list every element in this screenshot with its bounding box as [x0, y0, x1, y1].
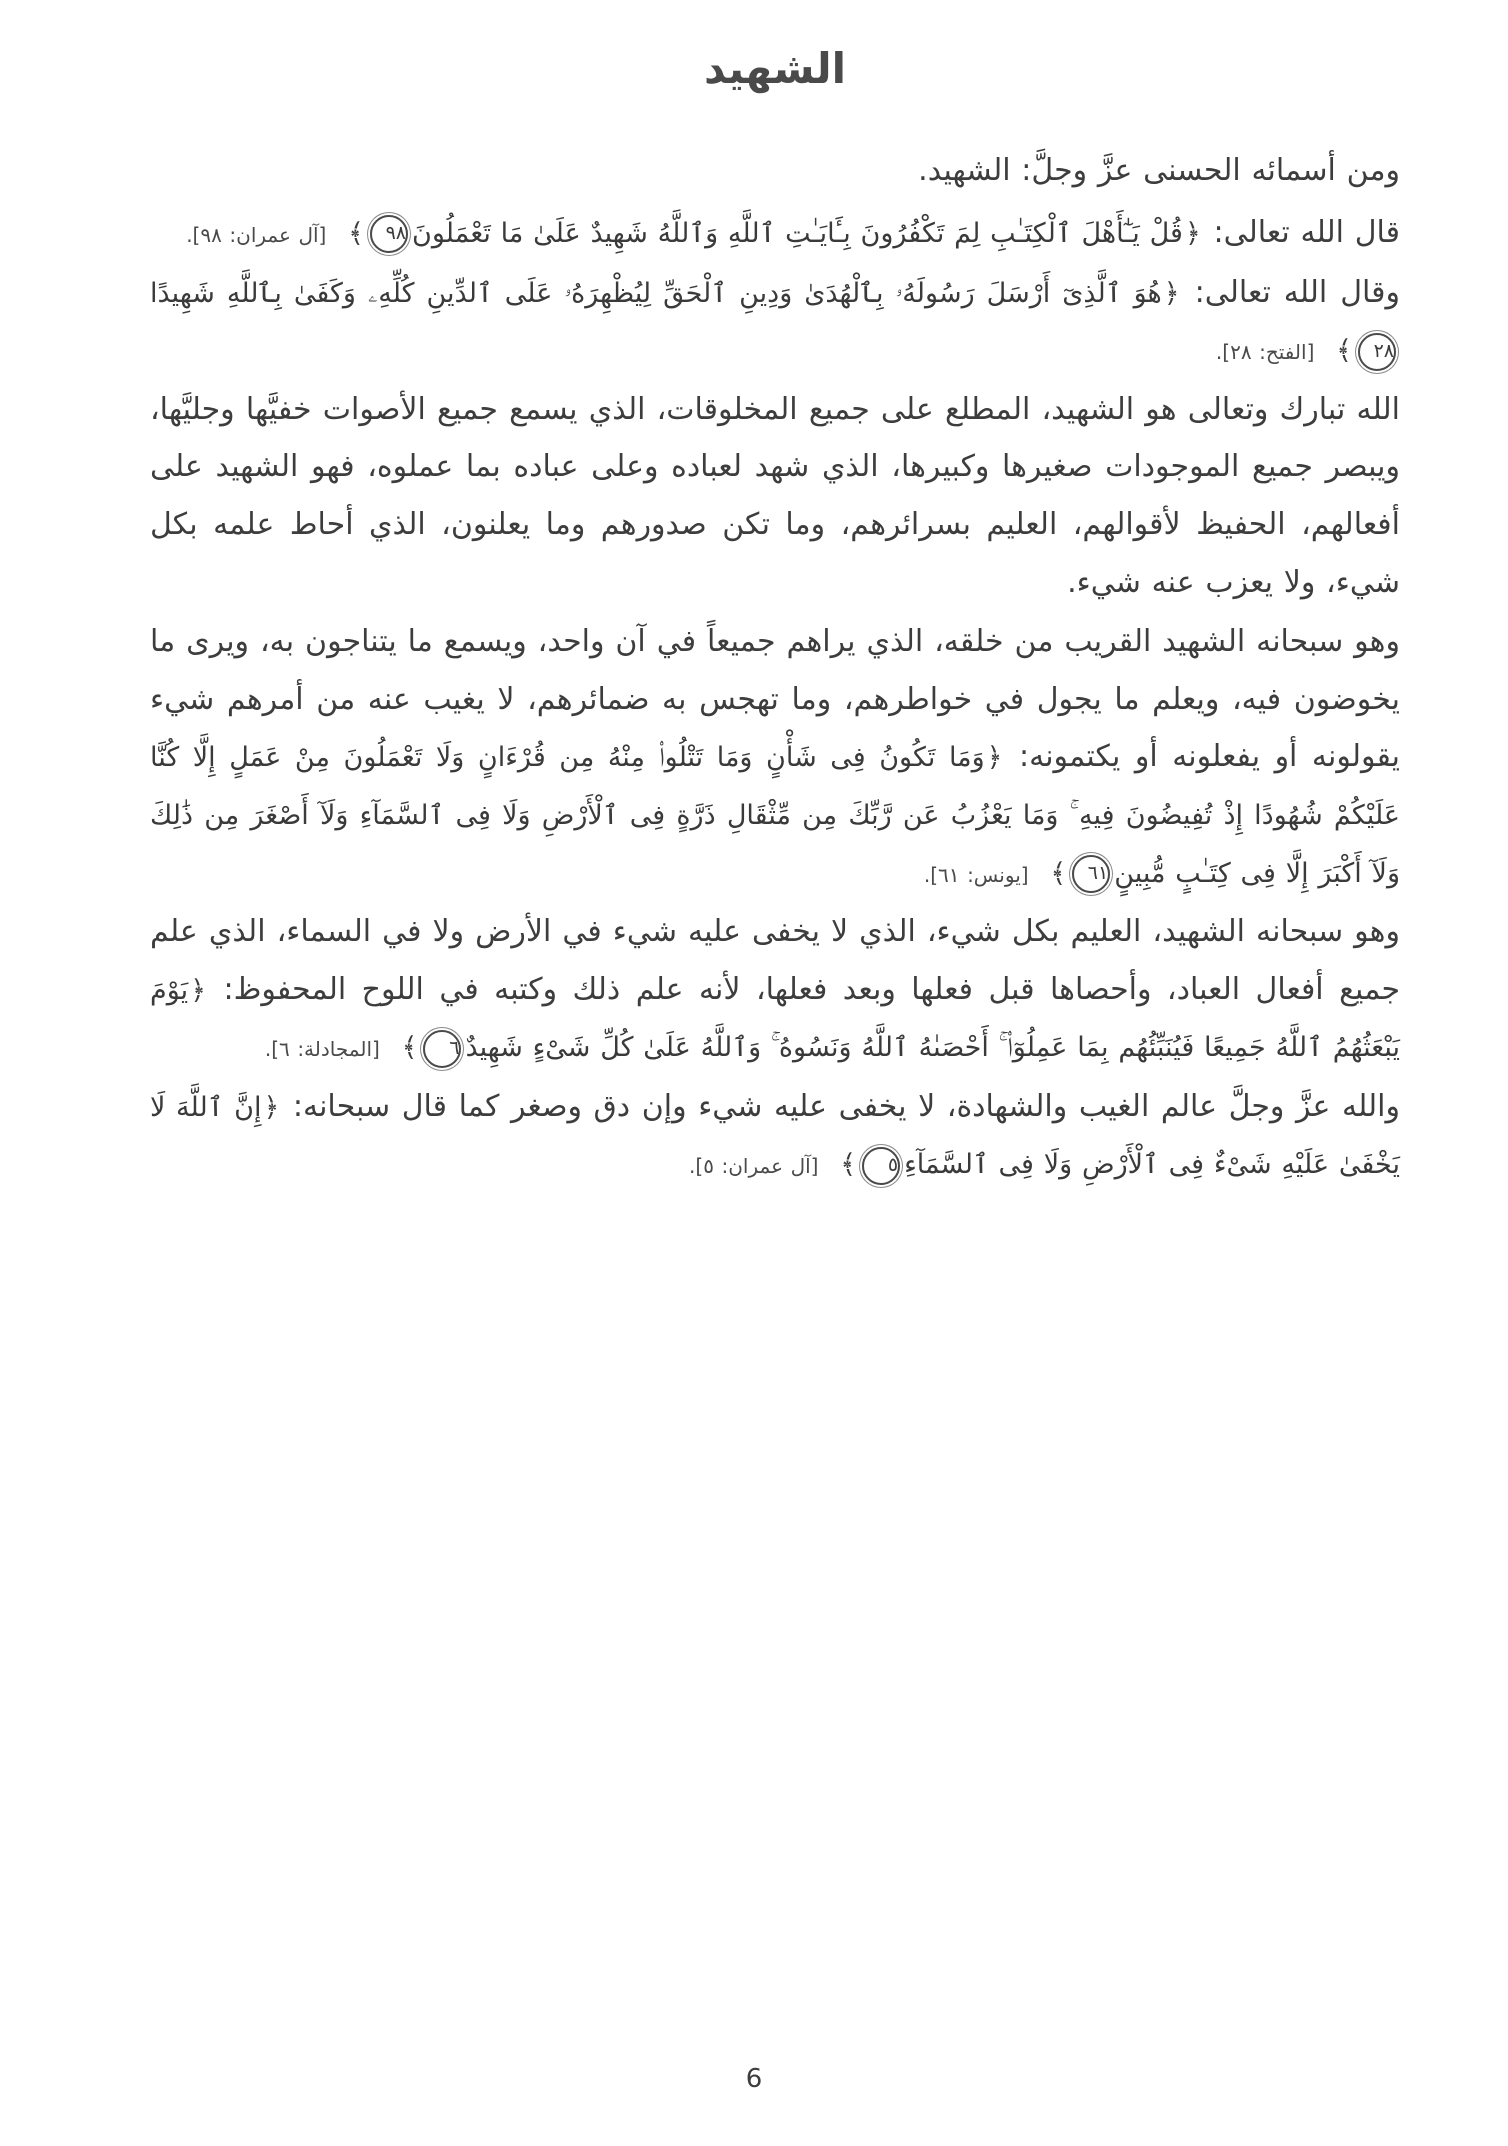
intro-line [150, 142, 1400, 200]
ayah-open-ornament: ﴿ [263, 1091, 280, 1123]
ayah-close-ornament: ﴾ [840, 1149, 857, 1181]
verse-reference-3: [يونس: ٦١]. [923, 862, 1029, 887]
quote-lead-3: يكتمونه: [1019, 739, 1121, 775]
intro-text: ومن أسمائه الحسنى عزَّ وجلَّ: الشهيد. [918, 153, 1400, 189]
ayah-number-badge-5: ٥ [862, 1147, 900, 1185]
verse-text-3c: وَلَآ أَصْغَرَ مِن ذَٰلِكَ وَلَآ أَكْبَرَ إِلَّا فِى كِتَـٰبٍ مُّبِينٍ [150, 799, 1400, 889]
verse-reference-4: [المجادلة: ٦]. [264, 1037, 380, 1062]
ayah-number-badge-4: ٦ [423, 1030, 461, 1068]
verse-text-3a: وَمَا تَكُونُ فِى شَأْنٍ وَمَا تَتْلُوا۟ مِنْهُ مِن قُرْءَانٍ وَلَا تَعْمَلُونَ مِنْ عَمَلٍ إِلَّا كُنَّا [150, 742, 985, 774]
ayah-open-ornament: ﴿ [1163, 277, 1180, 309]
verse-text-3b: عَلَيْكُمْ شُهُودًا إِذْ تُفِيضُونَ فِيهِ ۚ وَمَا يَعْزُبُ عَن رَّبِّكَ مِن مِّثْقَالِ ذَرَّةٍ فِى ٱلْأَرْضِ وَلَا فِى ٱلسَّمَآءِ [359, 799, 1400, 831]
ayah-number-badge-1: ٩٨ [370, 215, 408, 253]
verse-text-4a: يَوْمَ يَبْعَثُهُمُ ٱللَّهُ جَمِيعًا فَيُنَبِّئُهُم بِمَا [150, 974, 1400, 1064]
page-title: الشهيد [703, 44, 847, 93]
paragraph-2-text: وهو سبحانه الشهيد القريب من خلقه، الذي يراهم جميعاً في آن واحد، ويسمع ما يتناجون به، ويرى ما يخوضون فيه، ويعلم ما يجول في خواطرهم، وما تهجس به ضمائرهم، لا يغيب عنه من أمرهم شيء يقولونه أو يفعلونه أو [150, 624, 1400, 775]
quote-block-1 [150, 204, 1400, 262]
verse-reference-2: [الفتح: ٢٨]. [1215, 340, 1315, 365]
ayah-open-ornament: ﴿ [190, 974, 207, 1006]
ayah-open-ornament: ﴿ [1184, 217, 1201, 249]
quote-lead-1: قال الله تعالى: [1213, 214, 1400, 250]
ayah-number-badge-3: ٦١ [1072, 855, 1110, 893]
ayah-close-ornament: ﴾ [1336, 335, 1352, 367]
body-paragraph-3 [150, 903, 1400, 1076]
page-number: 6 [745, 2064, 763, 2094]
verse-text-1a: قُلْ يَـٰٓأَهْلَ ٱلْكِتَـٰبِ لِمَ تَكْفُرُونَ بِـَٔايَـٰتِ ٱللَّهِ وَٱللَّهُ شَهِيدٌ عَلَىٰ مَا [500, 217, 1183, 249]
body-paragraph-1: الله تبارك وتعالى هو الشهيد، المطلع على جميع المخلوقات، الذي يسمع جميع الأصوات خفيَّها وجليَّها، ويبصر جميع الموجودات صغيرها وكبيرها، الذي شهد لعباده وعلى عباده بما عملوه، فهو الشهيد على أفعالهم، الحفيظ لأقوالهم، العليم بسرائرهم، وما تكن صدورهم وما يعلنون، الذي أحاط علمه بكل شيء، ولا يعزب عنه شيء. [150, 391, 1400, 600]
quote-lead-5: قال سبحانه: [292, 1088, 447, 1124]
verse-reference-5: [آل عمران: ٥]. [689, 1154, 819, 1179]
verse-reference-1: [آل عمران: ٩٨]. [186, 222, 327, 247]
paragraph-3-text: وهو سبحانه الشهيد، العليم بكل شيء، الذي لا يخفى عليه شيء في الأرض ولا في السماء، الذي علم جميع أفعال العباد، وأحصاها قبل فعلها وبعد فعلها، [150, 914, 1400, 1007]
ayah-close-ornament: ﴾ [348, 217, 364, 249]
quote-lead-2: وقال الله تعالى: [1194, 274, 1400, 310]
verse-text-2a: هُوَ ٱلَّذِىٓ أَرْسَلَ رَسُولَهُۥ بِٱلْهُدَىٰ وَدِينِ ٱلْحَقِّ لِيُظْهِرَهُۥ عَلَى ٱلدِّينِ كُلِّهِۦ [367, 277, 1162, 309]
quran-verse-1 [336, 218, 1202, 249]
verse-text-2b: وَكَفَىٰ بِٱللَّهِ شَهِيدًا [150, 277, 356, 309]
verse-text-5a: إِنَّ ٱللَّهَ لَا يَخْفَىٰ عَلَيْهِ شَىْءٌ فِى ٱلْأَرْضِ وَلَا فِى ٱلسَّمَآءِ [150, 1091, 1400, 1181]
body-paragraph-2 [150, 613, 1400, 901]
quote-lead-4: لأنه علم ذلك وكتبه في اللوح المحفوظ: [223, 971, 741, 1007]
ayah-close-ornament: ﴾ [1050, 857, 1067, 889]
body-paragraph-4 [150, 1078, 1400, 1193]
verse-text-1b: تَعْمَلُونَ [412, 217, 491, 249]
document-body [150, 142, 1400, 1193]
page-content [150, 44, 1400, 2026]
paragraph-4-text: والله عزَّ وجلَّ عالم الغيب والشهادة، لا يخفى عليه شيء وإن دق وصغر كما [458, 1088, 1400, 1124]
quote-block-2 [150, 264, 1400, 379]
verse-text-4b: عَمِلُوٓا۟ ۚ أَحْصَىٰهُ ٱللَّهُ وَنَسُوهُ ۚ وَٱللَّهُ عَلَىٰ كُلِّ شَىْءٍ شَهِيدٌ [465, 1032, 1068, 1064]
ayah-close-ornament: ﴾ [401, 1032, 418, 1064]
ayah-open-ornament: ﴿ [986, 742, 1003, 774]
ayah-number-badge-2: ٢٨ [1358, 333, 1396, 371]
